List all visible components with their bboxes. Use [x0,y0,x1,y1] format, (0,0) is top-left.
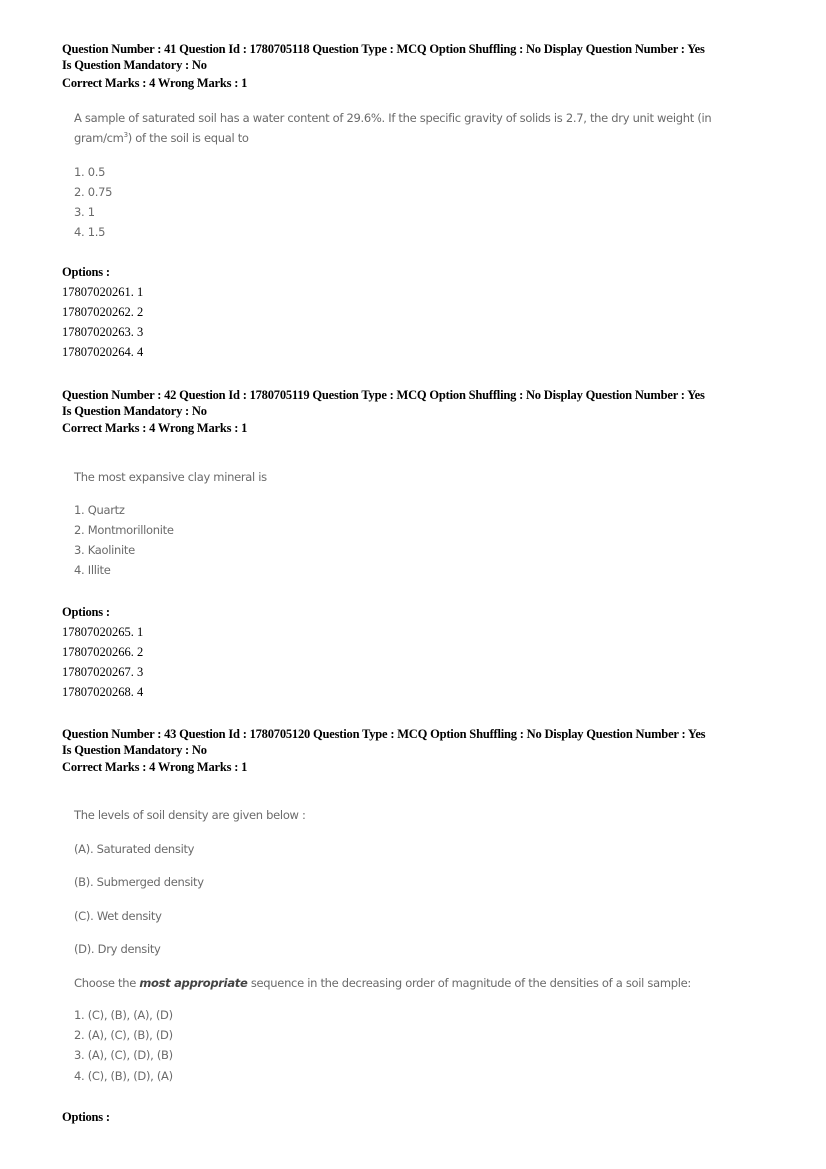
text-part: ) of the soil is equal to [127,131,249,145]
question-43-instruction [74,976,691,990]
superscript: 3 [123,131,128,140]
text-part: Choose the [74,976,140,990]
question-42-header: Question Number : 42 Question Id : 1780705119 Question Type : MCQ Option Shuffling : No Display Question Number : Yes [62,388,705,402]
statement-item: (A). Saturated density [74,842,195,856]
option-id: 17807020266. 2 [62,645,144,659]
options-label: Options : [62,605,110,619]
option-id: 17807020268. 4 [62,685,144,699]
question-41-text: A sample of saturated soil has a water content of 29.6%. If the specific gravity of solids is 2.7, the dry unit weight (in [74,111,712,125]
question-41-marks: Correct Marks : 4 Wrong Marks : 1 [62,76,248,90]
statement-item: (D). Dry density [74,942,161,956]
choice: 2. Montmorillonite [74,523,174,537]
choice: 3. 1 [74,205,95,219]
choice: 2. (A), (C), (B), (D) [74,1028,173,1042]
question-41-mandatory: Is Question Mandatory : No [62,58,207,72]
option-id: 17807020264. 4 [62,345,144,359]
option-id: 17807020263. 3 [62,325,144,339]
question-43-mandatory: Is Question Mandatory : No [62,743,207,757]
question-42-text: The most expansive clay mineral is [74,470,267,484]
option-id: 17807020262. 2 [62,305,144,319]
question-41-header: Question Number : 41 Question Id : 1780705118 Question Type : MCQ Option Shuffling : No Display Question Number : Yes [62,42,705,56]
choice: 3. (A), (C), (D), (B) [74,1048,173,1062]
options-label: Options : [62,265,110,279]
question-42-marks: Correct Marks : 4 Wrong Marks : 1 [62,421,248,435]
statement-item: (B). Submerged density [74,875,204,889]
options-label: Options : [62,1110,110,1124]
question-43-header: Question Number : 43 Question Id : 1780705120 Question Type : MCQ Option Shuffling : No Display Question Number : Yes [62,727,706,741]
option-id: 17807020261. 1 [62,285,144,299]
choice: 1. (C), (B), (A), (D) [74,1008,173,1022]
choice: 2. 0.75 [74,185,113,199]
question-42-mandatory: Is Question Mandatory : No [62,404,207,418]
question-43-text: The levels of soil density are given below : [74,808,306,822]
choice: 4. (C), (B), (D), (A) [74,1069,173,1083]
option-id: 17807020267. 3 [62,665,144,679]
text-part: gram/cm [74,131,124,145]
text-part: sequence in the decreasing order of magnitude of the densities of a soil sample: [247,976,691,990]
question-43-marks: Correct Marks : 4 Wrong Marks : 1 [62,760,248,774]
choice: 4. Illite [74,563,111,577]
question-41-text-line2 [74,131,249,145]
choice: 1. Quartz [74,503,125,517]
choice: 4. 1.5 [74,225,106,239]
choice: 3. Kaolinite [74,543,135,557]
statement-item: (C). Wet density [74,909,162,923]
option-id: 17807020265. 1 [62,625,144,639]
emphasis: most appropriate [139,976,248,990]
choice: 1. 0.5 [74,165,106,179]
